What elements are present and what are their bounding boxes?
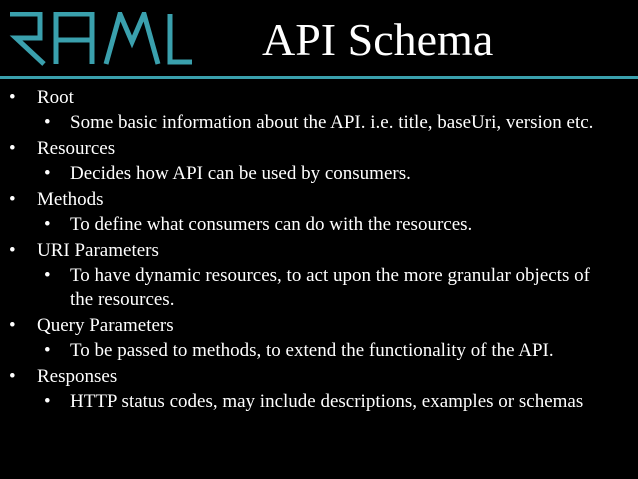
bullet-label: URI Parameters <box>37 240 159 261</box>
header-divider <box>0 76 638 79</box>
bullet-icon: • <box>44 391 51 412</box>
sub-bullet-text: Decides how API can be used by consumers. <box>70 163 411 184</box>
sub-bullet-item <box>0 339 630 363</box>
bullet-icon: • <box>44 163 51 184</box>
sub-bullet-text: Some basic information about the API. i.e. title, baseUri, version etc. <box>70 112 594 133</box>
bullet-label: Query Parameters <box>37 315 174 336</box>
bullet-item-query-parameters <box>0 314 630 338</box>
bullet-item-root <box>0 86 630 110</box>
bullet-item-methods <box>0 188 630 212</box>
bullet-icon: • <box>9 240 16 261</box>
sub-bullet-text: To have dynamic resources, to act upon the more granular objects of the resources. <box>70 265 590 310</box>
bullet-label: Responses <box>37 366 118 387</box>
bullet-icon: • <box>9 366 16 387</box>
bullet-label: Resources <box>37 138 116 159</box>
bullet-icon: • <box>44 112 51 133</box>
raml-logo-icon <box>6 12 192 66</box>
sub-bullet-text: HTTP status codes, may include descriptions, examples or schemas <box>70 391 584 412</box>
sub-bullet-item <box>0 162 630 186</box>
sub-bullet-text: To define what consumers can do with the resources. <box>70 214 473 235</box>
sub-bullet-item <box>0 213 630 237</box>
bullet-label: Root <box>37 87 74 108</box>
bullet-icon: • <box>44 265 51 286</box>
sub-bullet-item <box>0 111 630 135</box>
sub-bullet-text: To be passed to methods, to extend the functionality of the API. <box>70 340 554 361</box>
bullet-label: Methods <box>37 189 104 210</box>
raml-logo <box>6 12 192 66</box>
sub-bullet-item <box>0 390 630 414</box>
slide-title: API Schema <box>262 14 494 65</box>
bullet-item-uri-parameters <box>0 239 630 263</box>
bullet-item-resources <box>0 137 630 161</box>
bullet-icon: • <box>9 138 16 159</box>
bullet-item-responses <box>0 365 630 389</box>
bullet-icon: • <box>44 214 51 235</box>
bullet-icon: • <box>9 87 16 108</box>
bullet-icon: • <box>9 189 16 210</box>
bullet-icon: • <box>9 315 16 336</box>
bullet-icon: • <box>44 340 51 361</box>
sub-bullet-item <box>0 264 630 312</box>
bullet-list <box>0 86 630 416</box>
